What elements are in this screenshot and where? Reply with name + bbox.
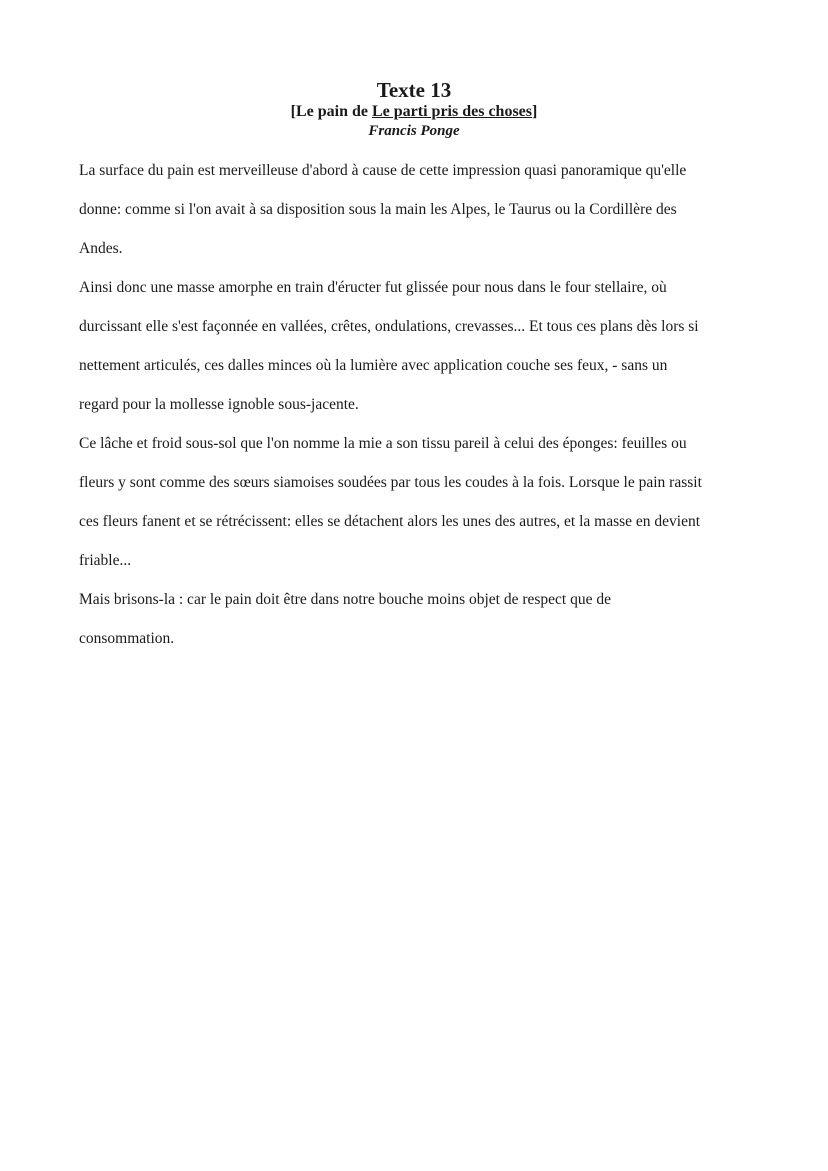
paragraph	[79, 432, 779, 588]
text-line: nettement articulés, ces dalles minces où la lumière avec application couche ses feux, - sans un	[79, 357, 668, 374]
document-title: Texte 13	[376, 78, 452, 102]
paragraph	[79, 588, 779, 666]
text-line: ces fleurs fanent et se rétrécissent: elles se détachent alors les unes des autres, et la masse en devient	[79, 513, 701, 530]
subtitle-prefix: [Le pain de	[290, 103, 372, 120]
document-header	[0, 78, 828, 140]
document-body	[79, 159, 779, 666]
text-line: donne: comme si l'on avait à sa disposition sous la main les Alpes, le Taurus ou la Cordillère des	[79, 201, 677, 218]
text-line: La surface du pain est merveilleuse d'abord à cause de cette impression quasi panoramique qu'elle	[79, 162, 687, 179]
document-subtitle	[0, 102, 828, 122]
paragraph	[79, 276, 779, 432]
text-line: consommation.	[79, 630, 175, 647]
text-line: Mais brisons-la : car le pain doit être dans notre bouche moins objet de respect que de	[79, 591, 612, 608]
text-line: regard pour la mollesse ignoble sous-jacente.	[79, 396, 359, 413]
author-name: Francis Ponge	[368, 123, 460, 139]
text-line: Andes.	[79, 240, 123, 257]
text-line: durcissant elle s'est façonnée en vallées, crêtes, ondulations, crevasses... Et tous ces plans dès lors si	[79, 318, 699, 335]
text-line: fleurs y sont comme des sœurs siamoises soudées par tous les coudes à la fois. Lorsque le pain rassit	[79, 474, 702, 491]
paragraph	[79, 159, 779, 276]
text-line: friable...	[79, 552, 132, 569]
text-line: Ce lâche et froid sous-sol que l'on nomme la mie a son tissu pareil à celui des éponges: feuilles ou	[79, 435, 687, 452]
text-line: Ainsi donc une masse amorphe en train d'éructer fut glissée pour nous dans le four stellaire, où	[79, 279, 667, 296]
subtitle-suffix: ]	[532, 103, 538, 120]
work-title: Le parti pris des choses	[372, 103, 532, 120]
